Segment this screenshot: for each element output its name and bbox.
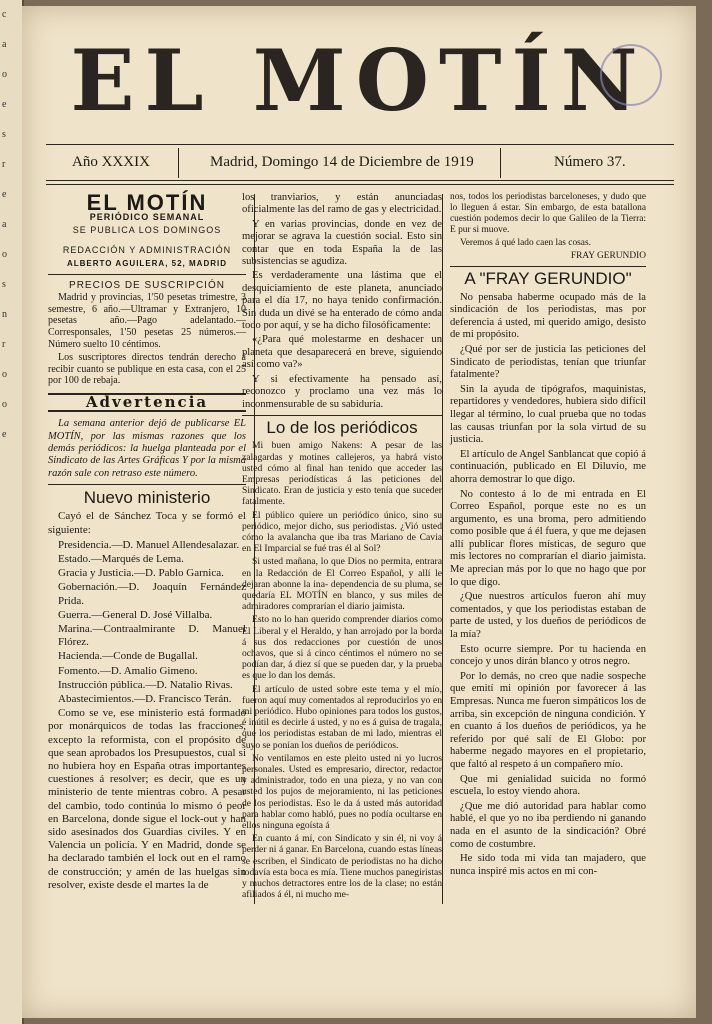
advertencia-text: La semana anterior dejó de publicarse EL MOTÍN, por las mismas razones que los demás periódicos: la huelga planteada por el Sindicato de las Artes Gráficas Y por la misma razón sale con retraso este número.	[48, 418, 246, 479]
list-item: Guerra.—General D. José Villalba.	[58, 608, 213, 621]
signature: FRAY GERUNDIO	[570, 251, 646, 261]
issue-number: Número 37.	[554, 154, 626, 170]
prices-text: Madrid y provincias, 1'50 pesetas trimestre, 3 semestre, 6 año.—Ultramar y Extranjero, 10 pesetas año.—Pago adelantado.—Corresponsales, 1'50 pesetas 25 números.—Número suelto 10 céntimos.	[48, 292, 246, 350]
list-item: Marina.—Contraalmirante D. Manuel Flórez.	[58, 623, 246, 649]
list-item: Estado.—Marqués de Lema.	[58, 553, 184, 566]
advertencia-heading: Advertencia	[48, 393, 246, 412]
masthead-title: EL MOTÍN	[70, 31, 648, 130]
column-1: EL MOTÍN PERIÓDICO SEMANAL SE PUBLICA LOS DOMINGOS REDACCIÓN Y ADMINISTRACIÓN ALBERTO AGUILERA, 52, MADRID PRECIOS DE SUSCRIPCIÓN Madrid y provincias, 1'50 pesetas trimestre, 3 semestre, 6 año.—Ultramar y Extranjero, 10 pesetas año.—Pago adelantado.—Corresponsales, 1'50 pesetas 25 números.—Número suelto 10 céntimos. Los suscriptores directos tendrán derecho á recibir cuanto se publique en esta casa, con el 25 por 100 de rebaja. Advertencia La semana anterior dejó de publicarse EL MOTÍN, por las mismas razones que los demás periódicos: la huelga planteada por el Sindicato de las Artes Gráficas Y por la misma razón sale con retraso este número. Nuevo ministerio Cayó el de Sánchez Toca y se formó el siguiente: Presidencia.—D. Manuel Allendesalazar. Estado.—Marqués de Lema. Gracia y Justicia.—D. Pablo Garnica. Gobernación.—D. Joaquín Fernández Prida. Guerra.—General D. José Villalba. Marina.—Contraalmirante D. Manuel Flórez. Hacienda.—Conde de Bugallal. Fomento.—D. Amalio Gimeno. Instrucción pública.—D. Natalio Rivas. Abastecimientos.—D. Francisco Terán. Como se ve, ese ministerio está formado por monárquicos de todas las fracciones, excepto la reformista, con el propósito de que sean aprobados los Presupuestos, cual si no hubiera hoy en España otras importantes cuestiones á resolver; es decir, que es un ministerio de tente mientras cobro. A pesar del cambio, todo continúa lo mismo ó peor en Barcelona, donde sigue el lock-out y han sido asesinados dos Guardias civiles. Y en Valencia un policía. Y en Madrid, donde se ha declarado también el lock out en el ramo de construcción; y amén de las huelgas sin resolver, existe desde el martes la de	[48, 190, 246, 891]
list-item: Fomento.—D. Amalio Gimeno.	[58, 664, 198, 677]
dateline-bottom-rule	[46, 180, 674, 181]
minister-list	[48, 539, 246, 706]
list-item: Instrucción pública.—D. Natalio Rivas.	[58, 678, 233, 691]
dateline	[46, 148, 674, 178]
column-2: los tranviarios, y están anunciadas oficialmente las del ramo de gas y electricidad. Y en varias provincias, donde en vez de mejorar se agrava la cuestión social. Esto sin contar que en toda España la de las subsistencias se agudiza. Es verdaderamente una lástima que el desquiciamiento de este planeta, anunciado para el día 17, no haya tenido confirmación. Sin duda un divé se ha enterado de cómo anda todo por aquí, y se ha dicho filosóficamente: «¿Para qué molestarme en deshacer un planeta que desaparecerá en breve, siguiendo así como va?» Y si efectivamente ha pensado así, reconozco y proclamo una vez más lo inconmensurable de su sabiduría. Lo de los periódicos Mi buen amigo Nakens: A pesar de las zalagardas y motines callejeros, ya habrá visto usted cómo al final han tenido que acceder las Empresas periodísticas á las peticiones del Sindicato. Eran de justicia y esto tenía que suceder fatalmente. El público quiere un periódico único, sino su periódico, mejor dicho, sus periodistas. ¿Vió usted cómo la avalancha que iba tras Mariano de Cavia en El Imparcial se fué tras él al Sol? Si usted mañana, lo que Dios no permita, entrara en la Redacción de El Correo Español, y allí le dejaran abonne la ina- dependencia de su pluma, se quedaría EL MOTÍN en blanco, y sus miles de admiradores comprarían el diario jaimista. Esto no lo han querido comprender diarios como El Liberal y el Heraldo, y han arrojado por la borda á sus dos redacciones por cuestión de unos ochavos, que si á cinco céntimos el número no se podían dar, á diez sí que se pueden dar, y la prueba es que lo dan los demás. El artículo de usted sobre este tema y el mío, fueron aquí muy comentados al reproducirlos yo en mi periódico. Hubo opiniones para todos los gustos, é inútil es decirle á usted, y no es á guisa de tragala, que los periodistas estaban de mi lado, mientras el suyo se ponían los dueños de periódicos. No ventilamos en este pleito usted ni yo lucros personales. Usted es empresario, director, redactor y administrador, todo en una pieza, y no van con usted los pujos de mejoramiento, ni las peticiones de los periodistas. Eso le da á usted más autoridad para hablar como habló, pues no podía ocultarse en ellos ninguna egoísta á En cuanto á mí, con Sindicato y sin él, ni voy á perder ni á ganar. En Barcelona, cuando estas líneas se escriben, el Sindicato de periodistas no ha dicho todavía esta boca es mía. Tiene muchos panegiristas y muchos detractores entre los de la clase; no están afiliados á él, ni mucho me-	[242, 192, 442, 901]
ministerio-text: Como se ve, ese ministerio está formado por monárquicos de todas las fracciones, excepto la reformista, con el propósito de que sean aprobados los Presupuestos, cual si no hubiera hoy en España otras importantes cuestiones á resolver; es decir, que es un ministerio de tente mientras cobro. A pesar del cambio, todo continúa lo mismo ó peor en Barcelona, donde sigue el lock-out y han sido asesinados dos Guardias civiles. Y en Valencia un policía. Y en Madrid, donde se ha declarado también el lock out en el ramo de construcción; y amén de las huelgas sin resolver, existe desde el martes la de	[48, 707, 246, 891]
adjacent-page-strip: c a o e s r e a o s n r o o e	[0, 0, 24, 1024]
top-rule	[46, 144, 674, 145]
newspaper-page	[22, 6, 696, 1018]
library-stamp-icon	[600, 44, 662, 106]
list-item: Gracia y Justicia.—D. Pablo Garnica.	[58, 567, 224, 580]
date-label: Madrid, Domingo 14 de Diciembre de 1919	[210, 154, 474, 170]
list-item: Gobernación.—D. Joaquín Fernández Prida.	[58, 581, 246, 607]
year-label: Año XXXIX	[72, 154, 150, 170]
list-item: Hacienda.—Conde de Bugallal.	[58, 650, 198, 663]
list-item: Abastecimientos.—D. Francisco Terán.	[58, 693, 232, 706]
periodicos-heading: Lo de los periódicos	[266, 417, 418, 437]
gerundio-heading: A "FRAY GERUNDIO"	[464, 269, 632, 288]
box-title: EL MOTÍN	[86, 190, 208, 215]
ministerio-heading: Nuevo ministerio	[83, 488, 211, 508]
list-item: Presidencia.—D. Manuel Allendesalazar.	[58, 538, 240, 551]
column-3: nos, todos los periodistas barceloneses, y dudo que lo lleguen á estar. Sin embargo, de esta batallona cuestión podemos decir lo que Galileo de la Tierra: E pur si muove. Veremos á qué lado caen las cosas. FRAY GERUNDIO A "FRAY GERUNDIO" No pensaba haberme ocupado más de la sindicación de los periodistas, mas por deferencia á usted, mi querido amigo, desisto de mi propósito. ¿Qué por ser de justicia las peticiones del Sindicato de periodistas, tenían que triunfar fatalmente? Sin la ayuda de tipógrafos, maquinistas, repartidores y vendedores, hubiera sido difícil llegar al término, lo cual prueba que no todas las causas triunfan por la sola virtud de su justicia. El artículo de Angel Sanblancat que copió á continuación, publicado en El Diluvio, me ahorra demostrar lo que digo. No contesto á lo de mi entrada en El Correo Español, porque este no es un argumento, es una broma, pero admitiendo como posible que á él fuera, y que me dejasen allí publicar flores místicas, de seguro que mis lectores no comprarían el diario jaimista. Me aprecian más por lo que no hago que por lo que digo. ¿Que nuestros artículos fueron ahí muy comentados, y que los periodistas estaban de parte de usted, y los dueños de periódicos de la mía? Esto ocurre siempre. Por tu hacienda en concejo y unos dirán blanco y otros negro. Por lo demás, no creo que nadie sospeche que emití mi opinión por favorecer á las Empresas. Nunca me fueron simpáticos los de arriba, sin excepción de ninguna condición. Y en cuanto á los dueños de periódicos, ya he referido por qué salí de El Globo: por haberme negado mayores en el propietario, que faltó al respeto á un compañero mío. Que mi genialidad suicida no formó escuela, lo estoy viendo ahora. ¿Que me dió autoridad para hablar como hablé, el que yo no iba perdiendo ni ganando nada en el asunto de la sindicación? Obré como de costumbre. He sido toda mi vida tan majadero, que nunca inspiré mis actos en mi con-	[450, 192, 646, 877]
